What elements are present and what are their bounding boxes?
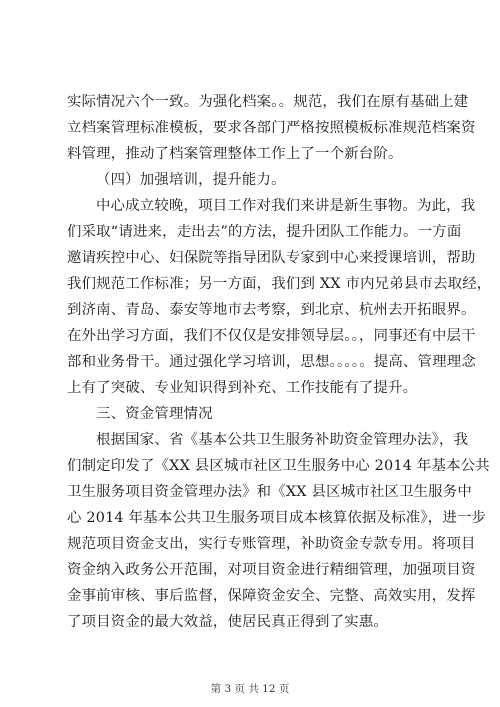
text-line-11: 部和业务骨干。通过强化学习培训，思想。。。。。提高、管理理念 <box>67 354 476 370</box>
text-line-6: 们采取“请进来，走出去”的方法，提升团队工作能力。一方面 <box>67 224 462 240</box>
section-heading-training: （四）加强培训，提升能力。 <box>96 172 286 188</box>
text-line-14: 根据国家、省《基本公共卫生服务补助资金管理办法》，我 <box>96 432 469 448</box>
text-line-3: 料管理，推动了档案管理整体工作上了一个新台阶。 <box>67 146 403 162</box>
text-line-1: 实际情况六个一致。为强化档案。。规范，我们在原有基础上建 <box>67 94 469 110</box>
text-line-17: 心 2014 年基本公共卫生服务项目成本核算依据及标准》，进一步 <box>67 510 487 526</box>
text-line-20: 金事前审核、事后监督，保障资金安全、完整、高效实用，发挥 <box>67 588 476 604</box>
text-line-21: 了项目资金的最大效益，使居民真正得到了实惠。 <box>67 614 388 630</box>
text-line-7: 邀请疾控中心、妇保院等指导团队专家到中心来授课培训，帮助 <box>67 250 476 266</box>
text-line-2: 立档案管理标准模板，要求各部门严格按照模板标准规范档案资 <box>67 120 476 136</box>
text-line-9: 到济南、青岛、泰安等地市去考察，到北京、杭州去开拓眼界。 <box>67 302 476 318</box>
section-heading-funds: 三、资金管理情况 <box>96 406 213 422</box>
page-number-footer: 第 3 页 共 12 页 <box>210 683 290 695</box>
text-line-18: 规范项目资金支出，实行专账管理，补助资金专款专用。将项目 <box>67 536 476 552</box>
text-line-16: 卫生服务项目资金管理办法》和《XX 县区城市社区卫生服务中 <box>67 484 473 500</box>
text-line-8: 我们规范工作标准；另一方面，我们到 XX 市内兄弟县市去取经， <box>67 276 492 292</box>
text-line-5: 中心成立较晚，项目工作对我们来讲是新生事物。为此，我 <box>96 198 476 214</box>
text-line-10: 在外出学习方面，我们不仅仅是安排领导层。。，同事还有中层干 <box>67 328 476 344</box>
text-line-12: 上有了突破、专业知识得到补充、工作技能有了提升。 <box>67 380 418 396</box>
text-line-15: 们制定印发了《XX 县区城市社区卫生服务中心 2014 年基本公共 <box>67 458 490 474</box>
text-line-19: 资金纳入政务公开范围，对项目资金进行精细管理，加强项目资 <box>67 562 476 578</box>
